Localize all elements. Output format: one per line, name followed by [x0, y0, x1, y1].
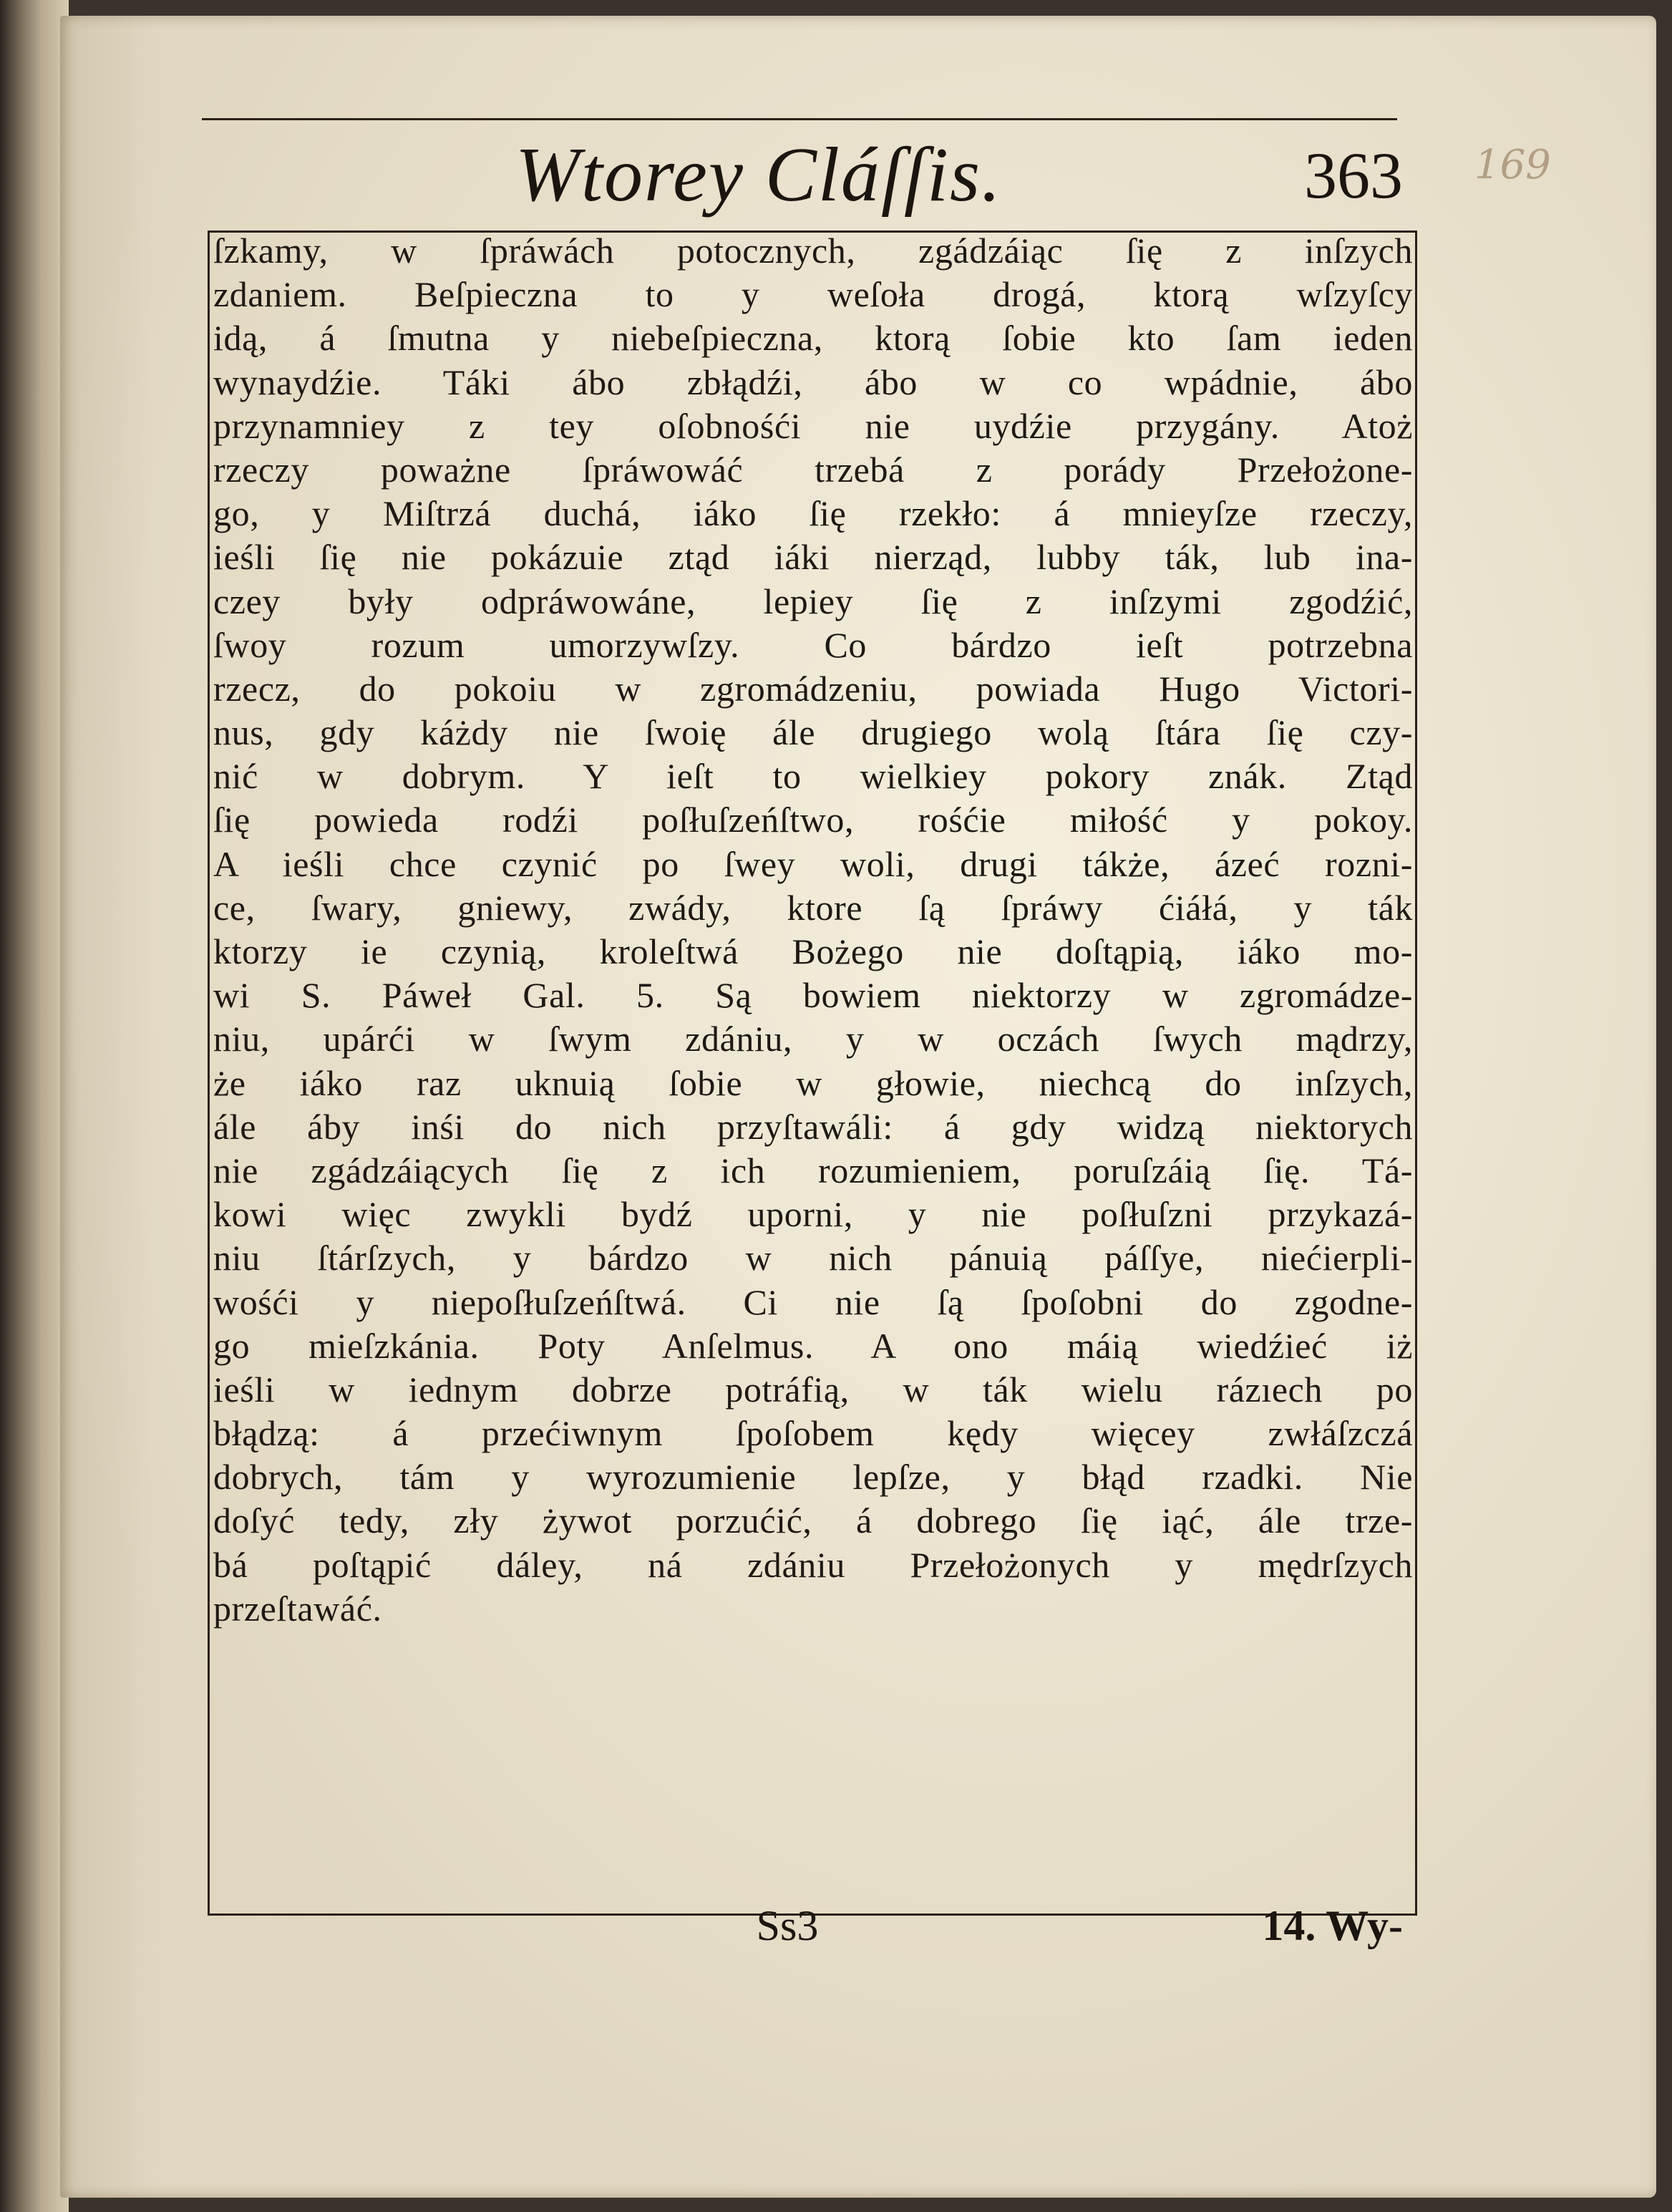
text-line: kowi więc zwykli bydź uporni, y nie poſłuſzni przykazá-	[213, 1194, 1413, 1235]
text-line: ieśli ſię nie pokázuie ztąd iáki nierząd, lubby ták, lub ina-	[213, 537, 1413, 578]
text-line: A ieśli chce czynić po ſwey woli, drugi tákże, ázeć rozni-	[213, 843, 1413, 884]
text-line: wi S. Páweł Gal. 5. Są bowiem niektorzy w zgromádze-	[213, 975, 1413, 1016]
text-line: ſię powieda rodźi poſłuſzeńſtwo, rośćie miłość y pokoy.	[213, 800, 1413, 840]
text-line: błądzą: á przećiwnym ſpoſobem kędy więcey zwłáſzczá	[213, 1413, 1413, 1454]
text-line: że iáko raz uknuią ſobie w głowie, niechcą do inſzych,	[213, 1062, 1413, 1103]
text-line: wynaydźie. Táki ábo zbłądźi, ábo w co wpádnie, ábo	[213, 362, 1413, 402]
catchword: 14. Wy-	[1262, 1902, 1403, 1949]
text-line: przeſtawáć.	[213, 1588, 382, 1629]
text-line: ſzkamy, w ſpráwách potocznych, zgádzáiąc ſię z inſzych	[213, 231, 1413, 271]
text-line: ieśli w iednym dobrze potráfią, w ták wielu rázıech po	[213, 1369, 1413, 1410]
text-line: niu ſtárſzych, y bárdzo w nich pánuią páſſye, niećierpli-	[213, 1238, 1413, 1279]
text-line: zdaniem. Beſpieczna to y weſoła drogá, ktorą wſzyſcy	[213, 274, 1413, 315]
book-spine-edge	[0, 0, 69, 2212]
text-line: czey były odpráwowáne, lepiey ſię z inſzymi zgodźić,	[213, 581, 1413, 621]
text-line: go, y Miſtrzá duchá, iáko ſię rzekło: á mnieyſze rzeczy,	[213, 493, 1413, 534]
text-line: ce, ſwary, gniewy, zwády, ktore ſą ſpráwy ćiáłá, y ták	[213, 887, 1413, 928]
text-line: ſwoy rozum umorzywſzy. Co bárdzo ieſt potrzebna	[213, 624, 1413, 665]
text-line: ále áby inśi do nich przyſtawáli: á gdy widzą niektorych	[213, 1106, 1413, 1147]
text-line: bá poſtąpić dáley, ná zdániu Przełożonych y mędrſzych	[213, 1544, 1413, 1585]
running-title: Wtorey Cláſſis.	[515, 132, 1002, 218]
text-line: ktorzy ie czynią, kroleſtwá Bożego nie doſtąpią, iáko mo-	[213, 931, 1413, 971]
page-number: 363	[1304, 139, 1403, 212]
body-text	[213, 229, 1413, 1897]
text-line: przynamniey z tey oſobnośći nie uydźie przygány. Atoż	[213, 405, 1413, 446]
text-line: nić w dobrym. Y ieſt to wielkiey pokory znák. Ztąd	[213, 756, 1413, 797]
signature-mark: Ss3	[756, 1902, 819, 1949]
text-line: rzeczy poważne ſpráwowáć trzebá z porády Przełożone-	[213, 449, 1413, 490]
text-line: dobrych, tám y wyrozumienie lepſze, y błąd rzadki. Nie	[213, 1457, 1413, 1498]
text-line: nus, gdy káżdy nie ſwoię ále drugiego wolą ſtára ſię czy-	[213, 712, 1413, 753]
text-line: idą, á ſmutna y niebeſpieczna, ktorą ſobie kto ſam ieden	[213, 318, 1413, 359]
text-line: nie zgádzáiących ſię z ich rozumieniem, poruſzáią ſię. Tá-	[213, 1150, 1413, 1190]
header-rule	[202, 118, 1397, 120]
text-line: doſyć tedy, zły żywot porzućić, á dobrego ſię iąć, ále trze-	[213, 1500, 1413, 1541]
text-line: niu, upárći w ſwym zdániu, y w oczách ſwych mądrzy,	[213, 1019, 1413, 1059]
text-line: wośći y niepoſłuſzeńſtwá. Ci nie ſą ſpoſobni do zgodne-	[213, 1281, 1413, 1322]
text-line: rzecz, do pokoiu w zgromádzeniu, powiada Hugo Victori-	[213, 668, 1413, 709]
text-line: go mieſzkánia. Poty Anſelmus. A ono máią wiedźieć iż	[213, 1325, 1413, 1366]
manuscript-annotation: 169	[1474, 142, 1551, 188]
